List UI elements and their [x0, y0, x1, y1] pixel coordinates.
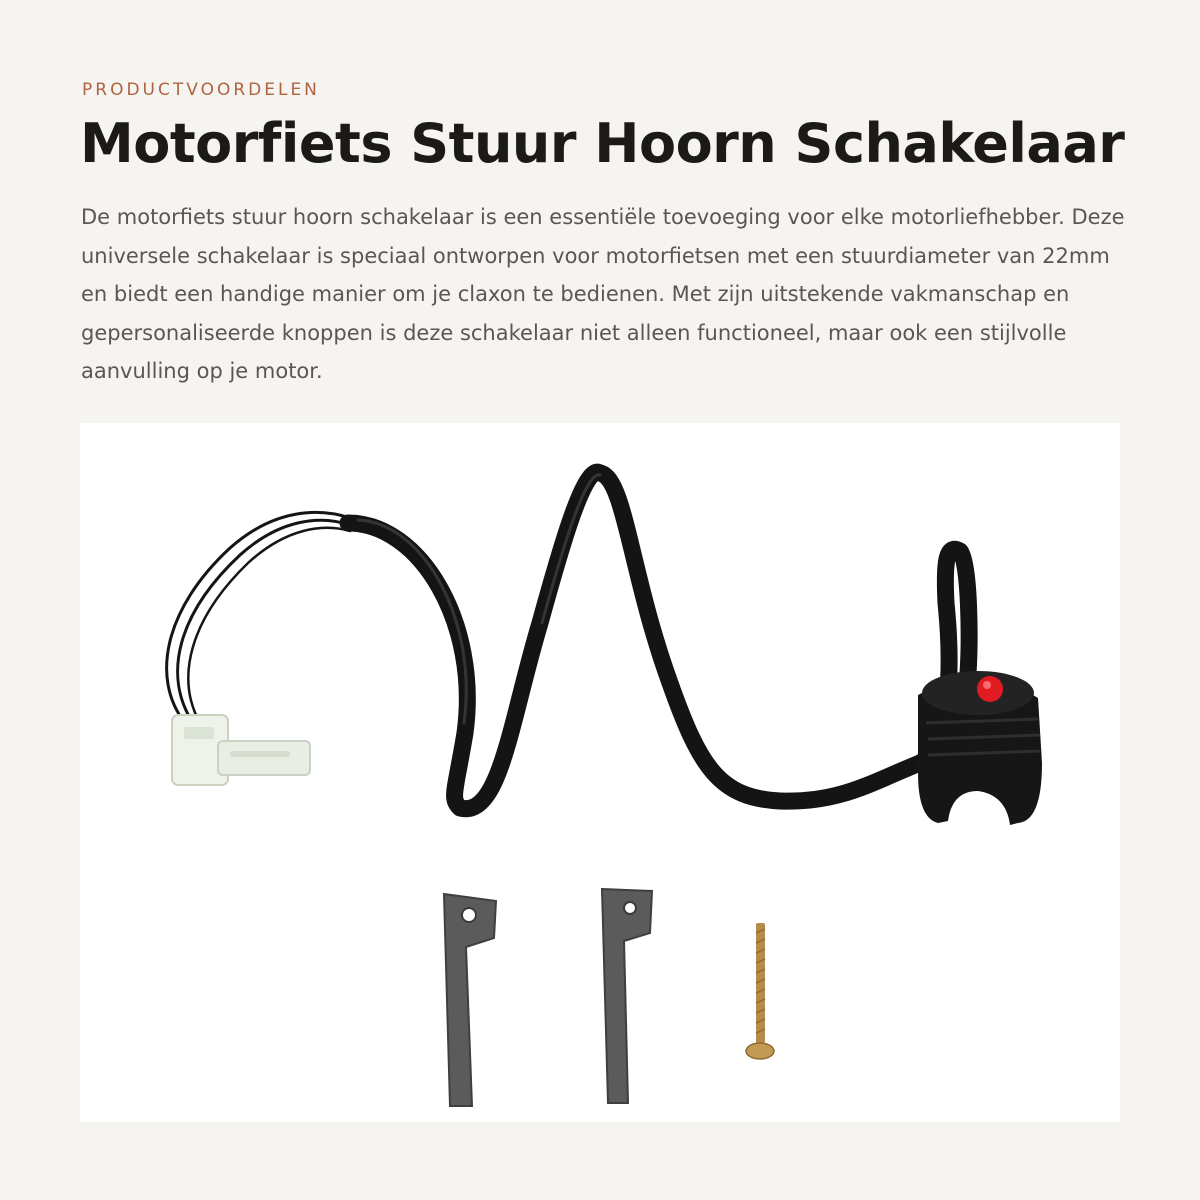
product-description: De motorfiets stuur hoorn schakelaar is een essentiële toevoeging voor elke motorliefhebber. Deze universele schakelaar is speciaal ontworpen voor motorfietsen met een stuurdiameter van 22mm en biedt een handige manier om je claxon te bedienen. Met zijn uitstekende vakmanschap en gepersonaliseerde knoppen is deze schakelaar niet alleen functioneel, maar ook een stijlvolle aanvulling op je motor. [81, 205, 1125, 383]
connector-plug [172, 715, 310, 785]
mounting-bracket [602, 889, 652, 1103]
product-image [80, 423, 1120, 1122]
connector-wires [167, 512, 350, 723]
product-illustration [80, 423, 1120, 1122]
screw [746, 923, 774, 1059]
cable [348, 472, 978, 809]
section-eyebrow: PRODUCTVOORDELEN [82, 80, 320, 100]
product-title: Motorfiets Stuur Hoorn Schakelaar [80, 112, 1125, 175]
mounting-bracket [444, 894, 496, 1106]
horn-switch [918, 671, 1042, 825]
